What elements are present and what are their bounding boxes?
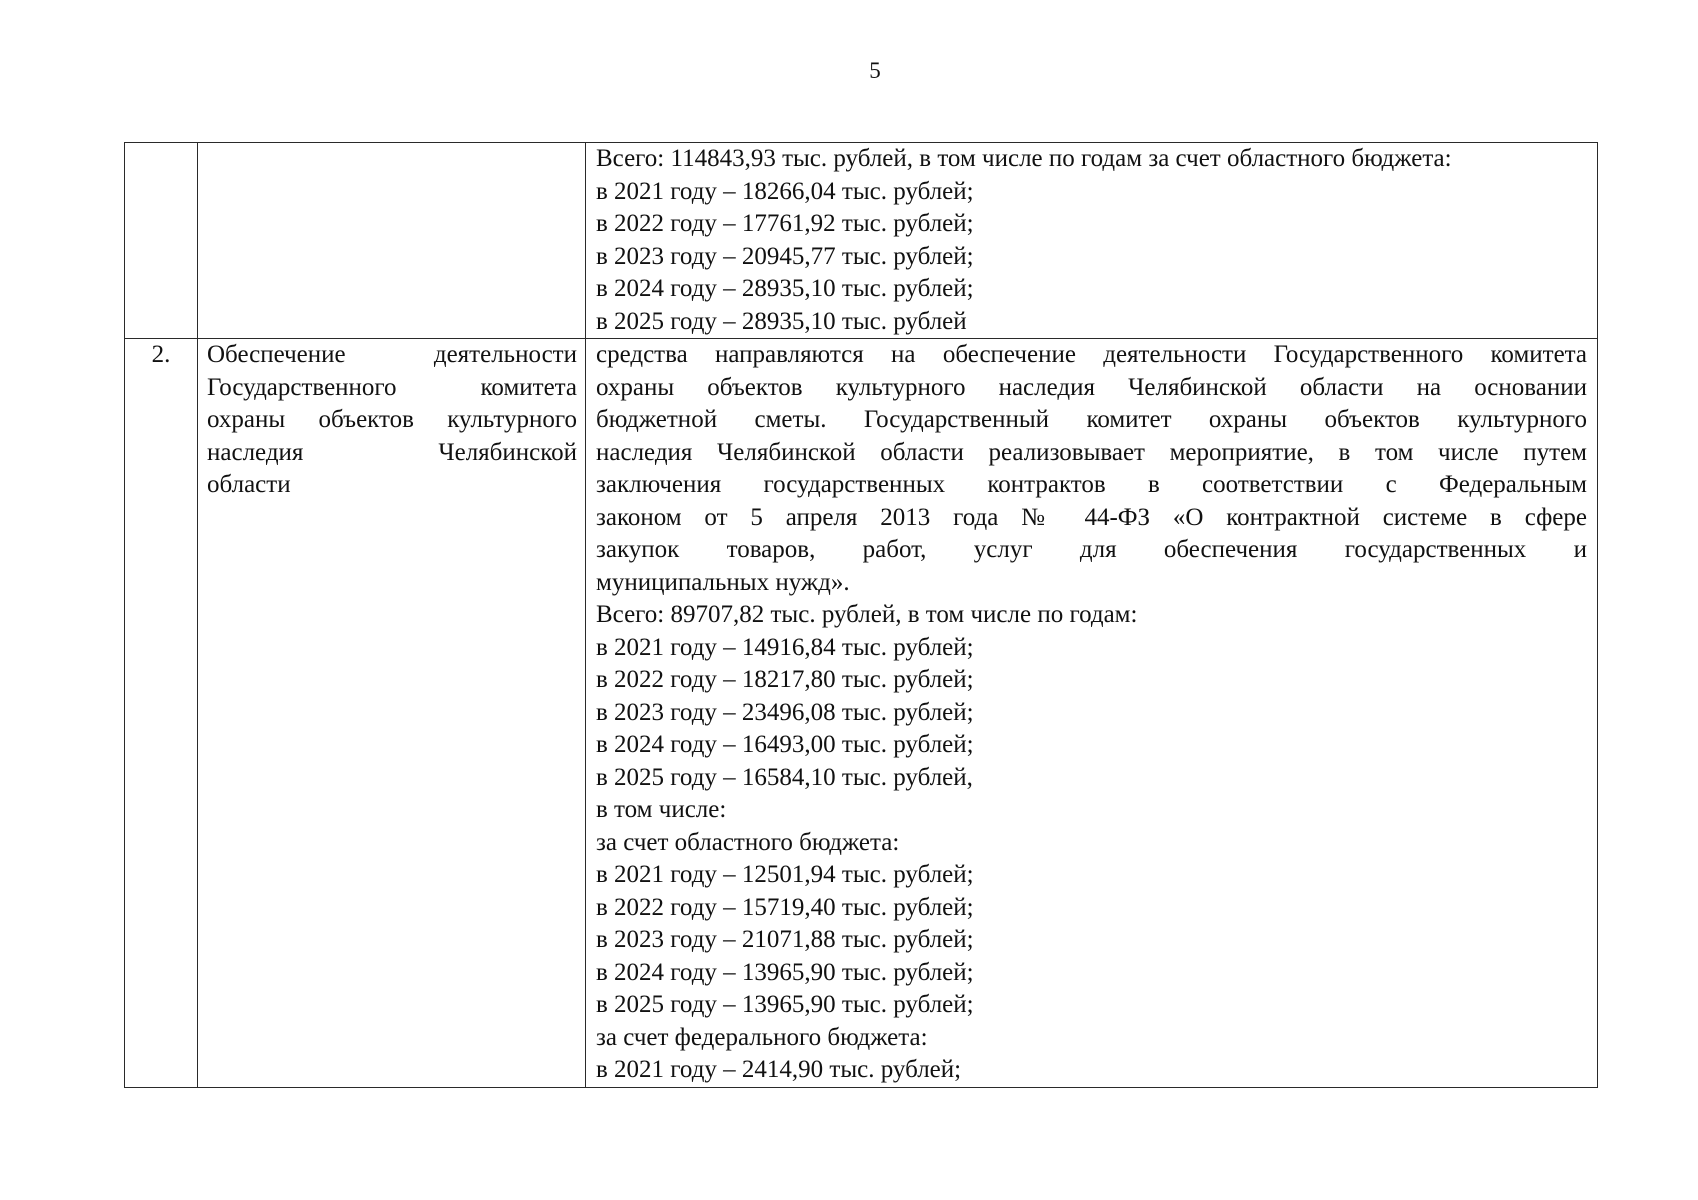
row-number-cell: 2. [125, 339, 198, 1088]
description-line: муниципальных нужд». [596, 568, 850, 596]
program-table [124, 142, 1598, 1088]
description-line: охраны объектов культурного наследия Челябинской области на основании [596, 373, 1587, 401]
funding-line: в 2021 году – 2414,90 тыс. рублей; [596, 1056, 962, 1083]
table-row [125, 339, 1598, 1088]
description-line: закупок товаров, работ, услуг для обеспечения государственных и [596, 536, 1587, 563]
activity-name-line: наследия Челябинской [207, 438, 577, 466]
funding-line: в 2022 году – 17761,92 тыс. рублей; [596, 210, 974, 237]
funding-line: в 2024 году – 16493,00 тыс. рублей; [596, 731, 974, 758]
activity-name-line: охраны объектов культурного [207, 406, 577, 433]
funding-line: Всего: 89707,82 тыс. рублей, в том числе по годам: [596, 601, 1138, 628]
funding-line: в 2023 году – 20945,77 тыс. рублей; [596, 242, 974, 270]
description-cell [586, 339, 1598, 1088]
activity-name-cell [198, 339, 586, 1088]
description-line: наследия Челябинской области реализовывает мероприятие, в том числе путем [596, 438, 1587, 466]
activity-name-cell [198, 143, 586, 339]
activity-name-line: Государственного комитета [207, 373, 577, 401]
funding-line: в 2025 году – 13965,90 тыс. рублей; [596, 991, 974, 1018]
row-number-cell [125, 143, 198, 339]
activity-name-line: Обеспечение деятельности [207, 341, 577, 368]
table-row [125, 143, 1598, 339]
funding-cell [586, 143, 1598, 339]
page-number: 5 [869, 58, 881, 83]
funding-line: за счет федерального бюджета: [596, 1023, 928, 1051]
funding-line: в 2025 году – 16584,10 тыс. рублей, [596, 763, 973, 791]
funding-line: в 2024 году – 13965,90 тыс. рублей; [596, 958, 974, 986]
funding-line: в 2023 году – 21071,88 тыс. рублей; [596, 926, 974, 953]
activity-name-line: области [207, 471, 291, 498]
funding-line: в 2024 году – 28935,10 тыс. рублей; [596, 275, 974, 302]
funding-line: в 2021 году – 12501,94 тыс. рублей; [596, 861, 974, 888]
description-line: заключения государственных контрактов в соответствии с Федеральным [596, 471, 1587, 498]
funding-line: в 2022 году – 18217,80 тыс. рублей; [596, 666, 974, 693]
funding-line: в 2023 году – 23496,08 тыс. рублей; [596, 698, 974, 726]
funding-line: Всего: 114843,93 тыс. рублей, в том числе по годам за счет областного бюджета: [596, 145, 1452, 172]
description-line: бюджетной сметы. Государственный комитет охраны объектов культурного [596, 406, 1587, 433]
funding-line: за счет областного бюджета: [596, 828, 900, 856]
funding-line: в 2022 году – 15719,40 тыс. рублей; [596, 893, 974, 921]
funding-line: в 2021 году – 18266,04 тыс. рублей; [596, 177, 974, 205]
funding-line: в том числе: [596, 796, 727, 823]
funding-line: в 2025 году – 28935,10 тыс. рублей [596, 307, 967, 335]
description-line: средства направляются на обеспечение деятельности Государственного комитета [596, 341, 1587, 368]
funding-line: в 2021 году – 14916,84 тыс. рублей; [596, 633, 974, 661]
description-line: законом от 5 апреля 2013 года № 44-ФЗ «О контрактной системе в сфере [596, 503, 1587, 531]
